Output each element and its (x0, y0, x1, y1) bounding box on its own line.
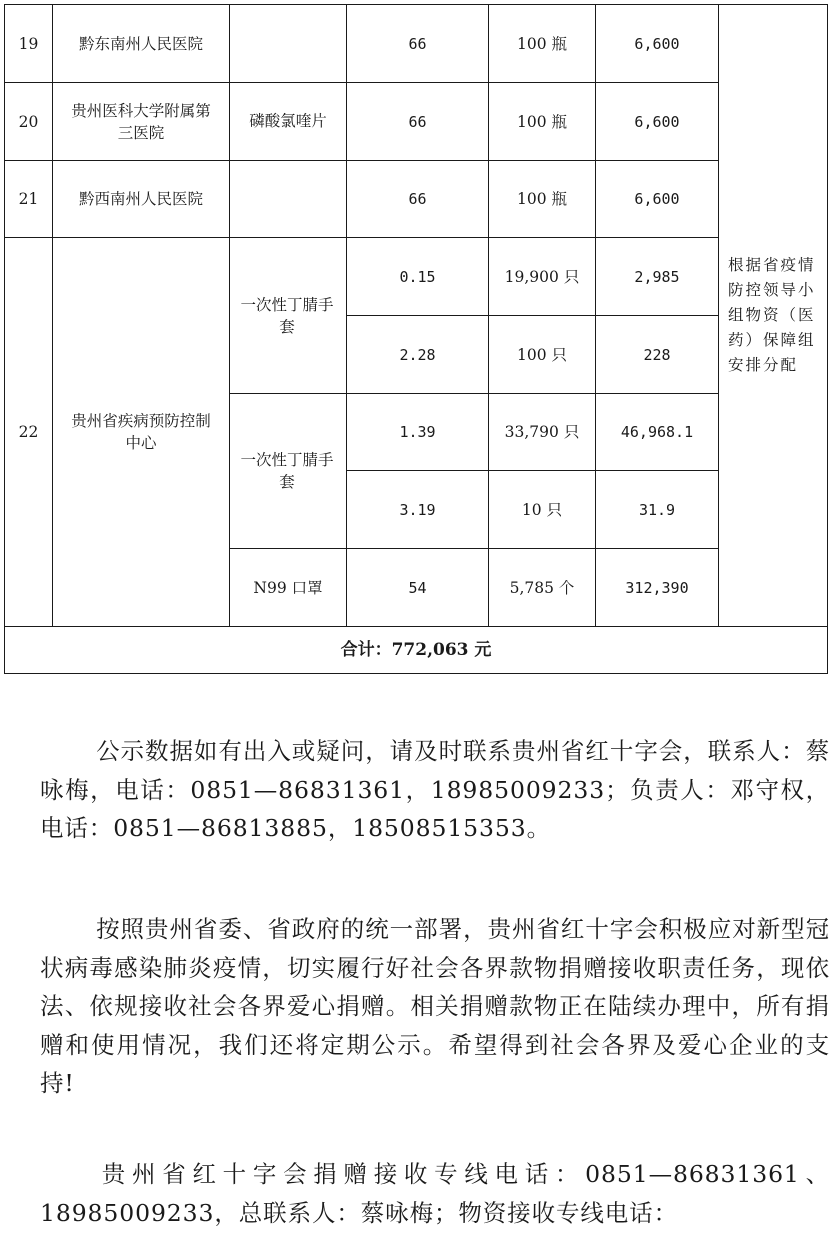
item-name: 一次性丁腈手套 (240, 451, 334, 491)
row-number: 20 (18, 112, 39, 131)
unit-price: 54 (408, 578, 427, 597)
unit-name: 黔东南州人民医院 (78, 34, 203, 53)
unit-name: 贵州省疾病预防控制中心 (71, 412, 211, 452)
unit-price: 1.39 (399, 423, 436, 441)
quantity: 33,790 只 (504, 423, 580, 441)
contact-text: 公示数据如有出入或疑问，请及时联系贵州省红十字会，联系人：蔡咏梅，电话：0851—86831361，18985009233；负责人：邓守权，电话：0851—86813885，18508515353。 (40, 737, 830, 842)
row-number: 22 (18, 423, 39, 441)
amount: 2,985 (634, 267, 680, 286)
amount: 31.9 (638, 500, 676, 519)
rule (4, 673, 828, 674)
item-name: 一次性丁腈手套 (240, 295, 334, 336)
rule (718, 4, 719, 626)
unit-name: 黔西南州人民医院 (78, 190, 203, 208)
rule (52, 4, 53, 626)
distribution-note: 根据省疫情防控领导小组物资（医药）保障组安排分配 (728, 256, 816, 374)
rule (827, 4, 828, 674)
amount: 6,600 (634, 112, 680, 131)
amount: 6,600 (634, 34, 680, 53)
hotline-text: 贵州省红十字会捐赠接收专线电话：0851—86831361、18985009233，总联系人：蔡咏梅；物资接收专线电话： (40, 1160, 830, 1227)
unit-price: 66 (408, 34, 427, 53)
quantity: 10 只 (521, 500, 563, 519)
row-number: 19 (18, 34, 39, 53)
amount: 6,600 (634, 190, 680, 208)
amount: 46,968.1 (620, 423, 694, 441)
unit-price: 66 (408, 112, 427, 131)
unit-price: 3.19 (399, 500, 436, 519)
amount: 228 (643, 345, 671, 364)
item-name: 磷酸氯喹片 (249, 112, 327, 130)
quantity: 19,900 只 (504, 267, 580, 286)
contact-paragraph (40, 732, 830, 848)
notice-text: 按照贵州省委、省政府的统一部署，贵州省红十字会积极应对新型冠状病毒感染肺炎疫情，切实履行好社会各界款物捐赠接收职责任务，现依法、依规接收社会各界爱心捐赠。相关捐赠款物正在陆续办理中，所有捐赠和使用情况，我们还将定期公示。希望得到社会各界及爱心企业的支持! (40, 915, 830, 1097)
notice-paragraph (40, 910, 830, 1103)
quantity: 100 瓶 (516, 190, 567, 208)
hotline-paragraph (40, 1155, 830, 1232)
row-number: 21 (18, 190, 39, 208)
item-name: N99 口罩 (253, 578, 323, 597)
unit-price: 2.28 (399, 345, 436, 364)
unit-name: 贵州医科大学附属第三医院 (71, 101, 211, 142)
unit-price: 0.15 (399, 267, 436, 286)
unit-price: 66 (408, 190, 427, 208)
total-row: 合计：772,063 元 (340, 640, 492, 660)
quantity: 100 只 (516, 345, 567, 364)
quantity: 100 瓶 (516, 112, 567, 131)
donation-table (4, 4, 828, 674)
quantity: 5,785 个 (509, 578, 575, 597)
amount: 312,390 (625, 578, 689, 597)
quantity: 100 瓶 (516, 34, 567, 53)
